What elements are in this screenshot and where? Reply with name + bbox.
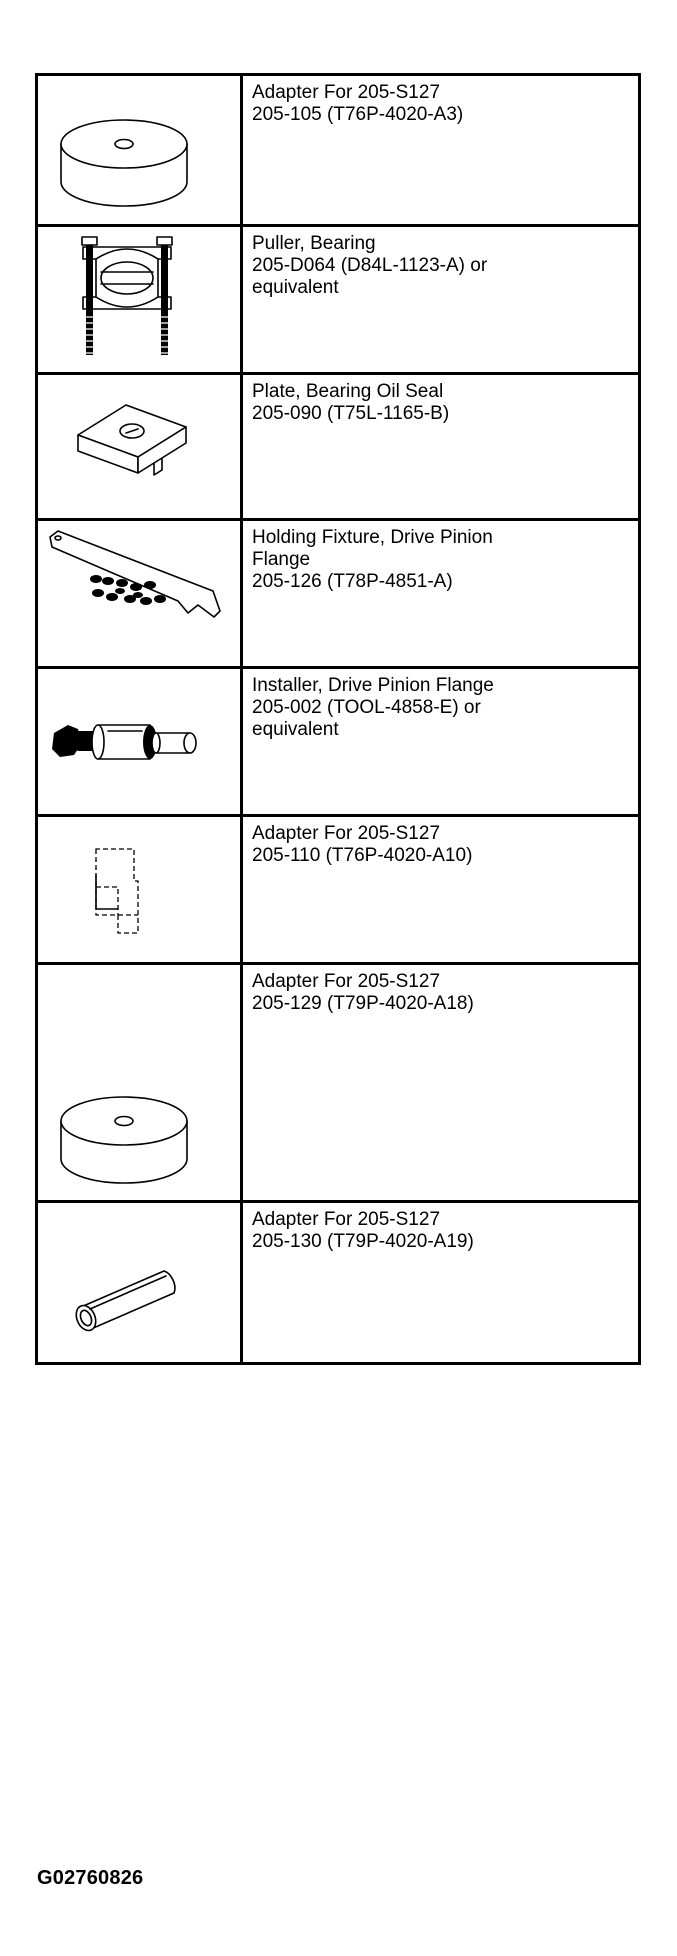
tool-name: Installer, Drive Pinion Flange <box>252 675 494 696</box>
figure-code: G02760826 <box>37 1867 144 1889</box>
pinion-flange-installer-icon <box>38 669 240 814</box>
tool-row <box>37 520 640 668</box>
tool-number: 205-002 (TOOL-4858-E) or <box>252 697 481 718</box>
tool-row <box>37 374 640 520</box>
adapter-tube-icon <box>38 1203 240 1362</box>
tool-row <box>37 668 640 816</box>
tool-image-cell <box>37 226 242 374</box>
tool-description <box>242 1202 640 1364</box>
holding-fixture-icon <box>38 521 240 666</box>
tool-name: Adapter For 205-S127 <box>252 1209 441 1230</box>
tool-number: 205-090 (T75L-1165-B) <box>252 403 450 424</box>
bearing-puller-icon <box>38 227 240 372</box>
tool-number: 205-130 (T79P-4020-A19) <box>252 1231 474 1252</box>
tool-name-cont: Flange <box>252 549 311 570</box>
tool-image-cell <box>37 1202 242 1364</box>
tool-description <box>242 816 640 964</box>
adapter-cylinder-wide-icon <box>38 965 240 1200</box>
tool-note: equivalent <box>252 277 339 298</box>
tool-name: Adapter For 205-S127 <box>252 82 441 103</box>
tool-image-cell <box>37 520 242 668</box>
tool-number: 205-129 (T79P-4020-A18) <box>252 993 474 1014</box>
tool-description <box>242 520 640 668</box>
tool-description <box>242 668 640 816</box>
tool-image-cell <box>37 75 242 226</box>
tool-row <box>37 816 640 964</box>
tool-description <box>242 374 640 520</box>
tool-name: Plate, Bearing Oil Seal <box>252 381 444 402</box>
tool-row <box>37 964 640 1202</box>
tool-description <box>242 226 640 374</box>
tool-number: 205-105 (T76P-4020-A3) <box>252 104 464 125</box>
special-tools-table <box>35 73 641 1365</box>
tool-image-cell <box>37 668 242 816</box>
tool-number: 205-126 (T78P-4851-A) <box>252 571 453 592</box>
tool-description <box>242 75 640 226</box>
tool-number: 205-110 (T76P-4020-A10) <box>252 845 473 866</box>
tool-description <box>242 964 640 1202</box>
tool-number: 205-D064 (D84L-1123-A) or <box>252 255 488 276</box>
tool-image-cell <box>37 816 242 964</box>
adapter-cylinder-wide-icon <box>38 76 240 224</box>
tool-row <box>37 1202 640 1364</box>
tool-name: Holding Fixture, Drive Pinion <box>252 527 493 548</box>
tool-image-cell <box>37 374 242 520</box>
oil-seal-plate-icon <box>38 375 240 518</box>
tool-row <box>37 75 640 226</box>
tool-note: equivalent <box>252 719 339 740</box>
tool-image-cell <box>37 964 242 1202</box>
tool-name: Puller, Bearing <box>252 233 376 254</box>
adapter-stepped-icon <box>38 817 240 962</box>
tool-row <box>37 226 640 374</box>
tool-name: Adapter For 205-S127 <box>252 823 441 844</box>
tool-name: Adapter For 205-S127 <box>252 971 441 992</box>
